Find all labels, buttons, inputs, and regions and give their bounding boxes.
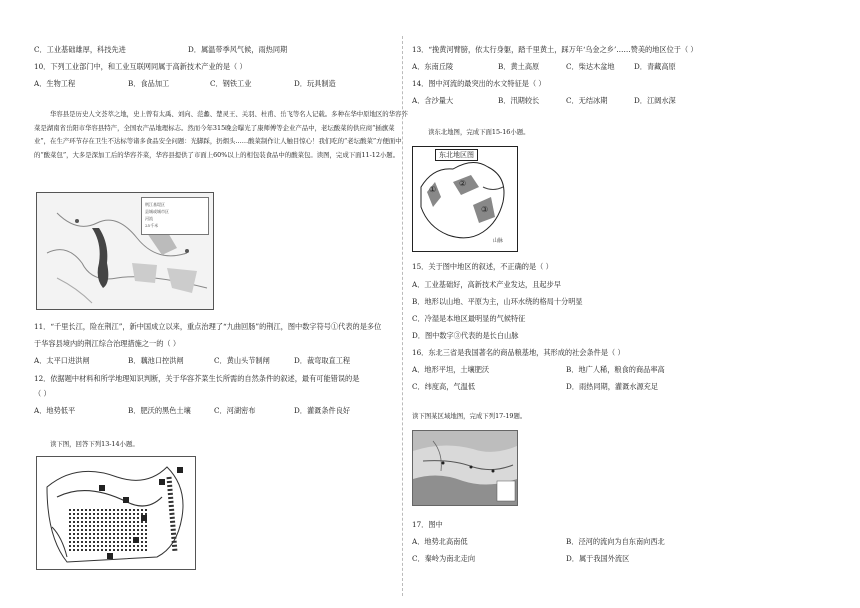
q15-option-c: C．冷湿是本地区最明显的气候特征 bbox=[412, 314, 526, 323]
question-11-cont: 于华容县境内的荆江综合治理措施之一的（ ） bbox=[34, 339, 181, 348]
legend-item: 25千米 bbox=[145, 223, 159, 228]
q12-option-b: B．肥沃的黑色土壤 bbox=[128, 406, 191, 415]
jingjiang-map-legend bbox=[141, 197, 209, 235]
question-13: 13．“挽黄河臂膀，依太行身躯，踏千里黄土，踩万年‘乌金之乡’……赞美的地区位于（ ） bbox=[412, 45, 698, 54]
question-12: 12．依据题中材料和所学地理知识判断，关于华容芥菜生长所需的自然条件的叙述，最有可能错误的是 bbox=[34, 374, 360, 383]
region-map-drawing bbox=[413, 431, 517, 505]
q17-option-c: C．秦岭为南北走向 bbox=[412, 554, 476, 563]
q11-option-b: B．藕池口控洪闸 bbox=[128, 356, 184, 365]
q17-option-b: B．泾河的流向为自东南向西北 bbox=[566, 537, 665, 546]
q13-option-a: A．东南丘陵 bbox=[412, 62, 454, 71]
northeast-china-map bbox=[412, 146, 518, 252]
map-marker-1: ① bbox=[429, 185, 437, 194]
map-title: 东北地区图 bbox=[435, 149, 478, 161]
loess-plateau-map bbox=[36, 456, 196, 570]
q13-option-d: D．青藏高原 bbox=[634, 62, 676, 71]
question-10: 10．下列工业部门中，和工业互联网同属于高新技术产业的是（ ） bbox=[34, 62, 247, 71]
loess-plateau-drawing bbox=[37, 457, 195, 569]
q16-option-d: D．雨热同期，灌溉水源充足 bbox=[566, 382, 659, 391]
option-d: D．属温带季风气候，雨热同期 bbox=[188, 45, 288, 54]
q14-option-b: B．汛期较长 bbox=[498, 96, 540, 105]
region-map bbox=[412, 430, 518, 506]
legend-item: 荆江基堤区 bbox=[145, 202, 165, 207]
northeast-china-drawing bbox=[413, 147, 517, 251]
map-legend-mountains: 山脉 bbox=[493, 238, 504, 244]
q11-option-c: C．黄山头节制闸 bbox=[214, 356, 270, 365]
q16-option-c: C．纬度高，气温低 bbox=[412, 382, 476, 391]
q13-option-c: C．柴达木盆地 bbox=[566, 62, 615, 71]
q16-option-a: A．地形平坦，土壤肥沃 bbox=[412, 365, 490, 374]
q12-option-c: C．河湖密布 bbox=[214, 406, 256, 415]
q15-option-a: A．工业基础好，高新技术产业发达，且起步早 bbox=[412, 280, 561, 289]
map-marker-2: ② bbox=[459, 179, 467, 188]
q15-option-d: D．图中数字③代表的是长白山脉 bbox=[412, 331, 519, 340]
q14-option-d: D．江阔水深 bbox=[634, 96, 676, 105]
q16-option-b: B．地广人稀，粮食的商品率高 bbox=[566, 365, 665, 374]
option-c: C．工业基础雄厚，科技先进 bbox=[34, 45, 126, 54]
q12-option-d: D．灌溉条件良好 bbox=[294, 406, 351, 415]
q12-option-a: A．地势低平 bbox=[34, 406, 76, 415]
legend-item: 河流 bbox=[145, 216, 153, 221]
q10-option-d: D．玩具制造 bbox=[294, 79, 336, 88]
q11-option-d: D．裁弯取直工程 bbox=[294, 356, 351, 365]
q14-option-c: C．无结冰期 bbox=[566, 96, 608, 105]
question-12-cont: （ ） bbox=[34, 389, 51, 398]
question-17: 17．图中 bbox=[412, 520, 443, 529]
q13-option-b: B．黄土高原 bbox=[498, 62, 540, 71]
reading-passage: 华容县是历史人文荟萃之地，史上曾有太禹、刘向、范蠡、楚灵王、关羽、杜甫、岳飞等名人记载。多种在华中原地区的华容芥菜是湖南省岳阳市华容县特产，全国农产品地理标志。然而今年315晚会曝光了康师傅等企业产品中，老坛酸菜的供应商“插旗菜业”，在生产环节存在卫生不达标等诸多食品安全问题：光脚踩，扔烟头……酸菜制作让人触目惊心！我们吃的“老坛酸菜”方便面中的“酸菜包”，大多是深加工后的华容芥菜，华容县提供了市面上60%以上的相包装食品中的酸菜包。读图，完成下面11-12小题。 bbox=[34, 110, 408, 159]
q10-option-c: C．钢铁工业 bbox=[210, 79, 252, 88]
q10-option-b: B．食品加工 bbox=[128, 79, 170, 88]
q10-option-a: A．生物工程 bbox=[34, 79, 76, 88]
legend-item: 县城或城市区 bbox=[145, 209, 169, 214]
q15-option-b: B．地形以山地、平原为主，山环水绕的格局十分明显 bbox=[412, 297, 583, 306]
q17-option-d: D．属于我国外流区 bbox=[566, 554, 630, 563]
q14-option-a: A．含沙量大 bbox=[412, 96, 454, 105]
question-15: 15．关于图中地区的叙述，不正确的是（ ） bbox=[412, 262, 553, 271]
q11-option-a: A．太平口进洪闸 bbox=[34, 356, 90, 365]
question-16: 16．东北三省是我国著名的商品粮基地，其形成的社会条件是（ ） bbox=[412, 348, 625, 357]
question-14: 14．图中河流的最突出的水文特征是（ ） bbox=[412, 79, 546, 88]
jingjiang-map bbox=[36, 192, 214, 310]
intro-17-19: 读下图某区域地图，完成下列17-19题。 bbox=[412, 412, 527, 420]
intro-13-14: 读下图，回答下列13-14小题。 bbox=[50, 440, 139, 448]
intro-15-16: 读东北地图，完成下面15-16小题。 bbox=[428, 128, 530, 136]
question-11: 11．“千里长江，险在荆江”，新中国成立以来，重点治理了“九曲回肠”的荆江，图中数字符号①代表的是多位 bbox=[34, 322, 382, 331]
q17-option-a: A．地势北高南低 bbox=[412, 537, 468, 546]
map-marker-3: ③ bbox=[481, 205, 489, 214]
